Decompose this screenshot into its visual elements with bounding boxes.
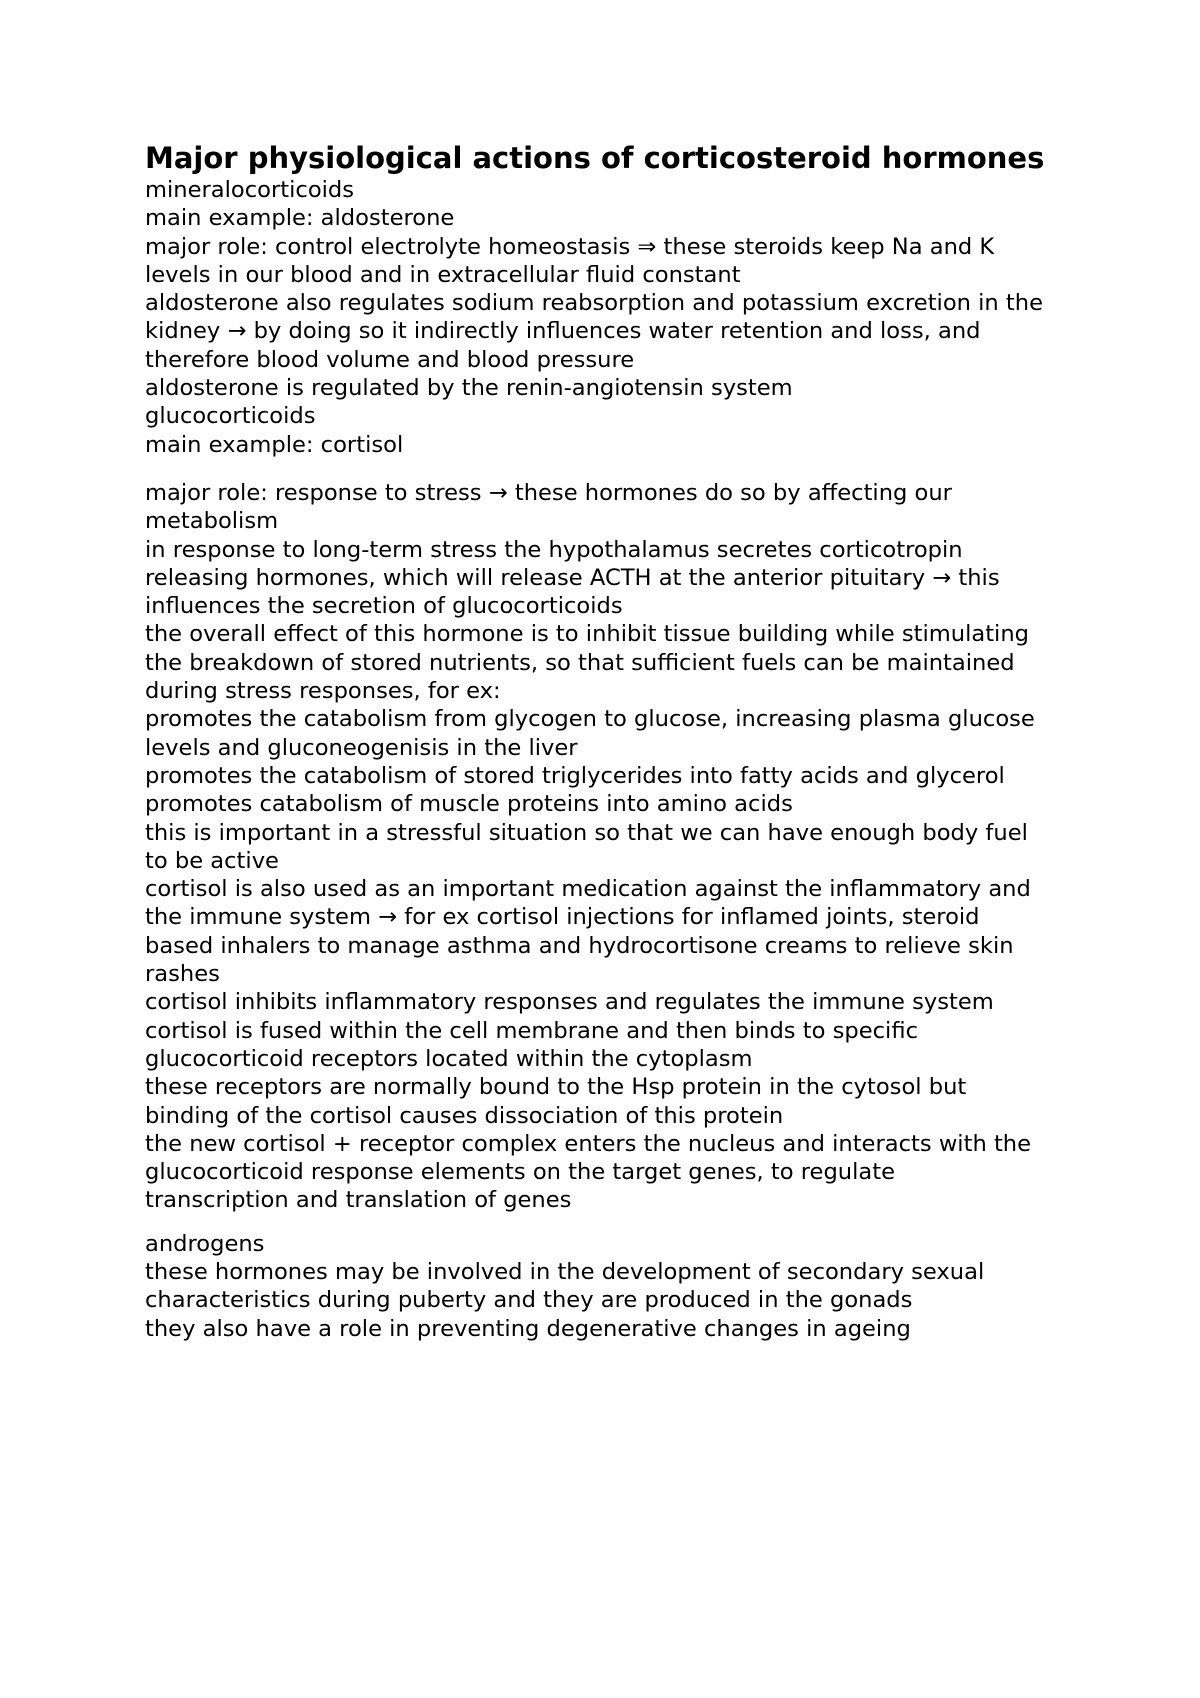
section-heading-mineralocorticoids: mineralocorticoids xyxy=(145,177,355,203)
paragraph-line: cortisol is fused within the cell membrane and then binds to specific glucocorticoid receptors located within the cytoplasm xyxy=(145,1017,926,1072)
section-heading-androgens: androgens xyxy=(145,1230,265,1257)
section-mineralocorticoids xyxy=(145,176,1051,402)
paragraph-line: cortisol inhibits inflammatory responses and regulates the immune system xyxy=(145,989,994,1016)
document-title: Major physiological actions of corticosteroid hormones xyxy=(145,141,1045,175)
paragraph-line: main example: cortisol xyxy=(145,431,404,458)
paragraph-line: main example: aldosterone xyxy=(145,205,455,232)
spacer xyxy=(145,459,1045,479)
paragraph-line: this is important in a stressful situation so that we can have enough body fuel to be active xyxy=(145,819,1036,874)
section-heading-glucocorticoids: glucocorticoids xyxy=(145,403,316,430)
paragraph-line: promotes the catabolism of stored triglycerides into fatty acids and glycerol xyxy=(145,762,1005,789)
paragraph-line: major role: control electrolyte homeostasis ⇒ these steroids keep Na and K levels in our blood and in extracellular fluid constant xyxy=(145,233,1002,288)
paragraph-line: cortisol is also used as an important medication against the inflammatory and the immune system → for ex cortisol injections for inflamed joints, steroid based inhalers to manage asthma and hydrocortisone creams to relieve skin rashes xyxy=(145,876,1039,988)
paragraph-line: the new cortisol + receptor complex enters the nucleus and interacts with the glucocorticoid response elements on the target genes, to regulate transcription and translation of genes xyxy=(145,1130,1039,1214)
paragraph-line: promotes catabolism of muscle proteins into amino acids xyxy=(145,791,793,818)
section-glucocorticoids xyxy=(145,402,1045,1214)
paragraph-line: the overall effect of this hormone is to inhibit tissue building while stimulating the breakdown of stored nutrients, so that sufficient fuels can be maintained during stress responses, for ex: xyxy=(145,621,1037,705)
section-androgens xyxy=(145,1230,1045,1343)
paragraph-line: aldosterone is regulated by the renin-angiotensin system xyxy=(145,375,793,402)
paragraph-line: these receptors are normally bound to the Hsp protein in the cytosol but binding of the cortisol causes dissociation of this protein xyxy=(145,1074,974,1129)
spacer xyxy=(145,1215,1045,1230)
paragraph-line: they also have a role in preventing degenerative changes in ageing xyxy=(145,1315,911,1342)
document-page xyxy=(145,140,1051,1343)
paragraph-line: these hormones may be involved in the development of secondary sexual characteristics during puberty and they are produced in the gonads xyxy=(145,1258,992,1314)
paragraph-line: promotes the catabolism from glycogen to glucose, increasing plasma glucose levels and gluconeogenisis in the liver xyxy=(145,706,1043,761)
paragraph-line: aldosterone also regulates sodium reabsorption and potassium excretion in the kidney → by doing so it indirectly influences water retention and loss, and therefore blood volume and blood pressure xyxy=(145,290,1051,373)
paragraph-line: major role: response to stress → these hormones do so by affecting our metabolism xyxy=(145,479,960,535)
paragraph-line: in response to long-term stress the hypothalamus secretes corticotropin releasing hormones, which will release ACTH at the anterior pituitary → this influences the secretion of glucocorticoids xyxy=(145,536,1007,620)
